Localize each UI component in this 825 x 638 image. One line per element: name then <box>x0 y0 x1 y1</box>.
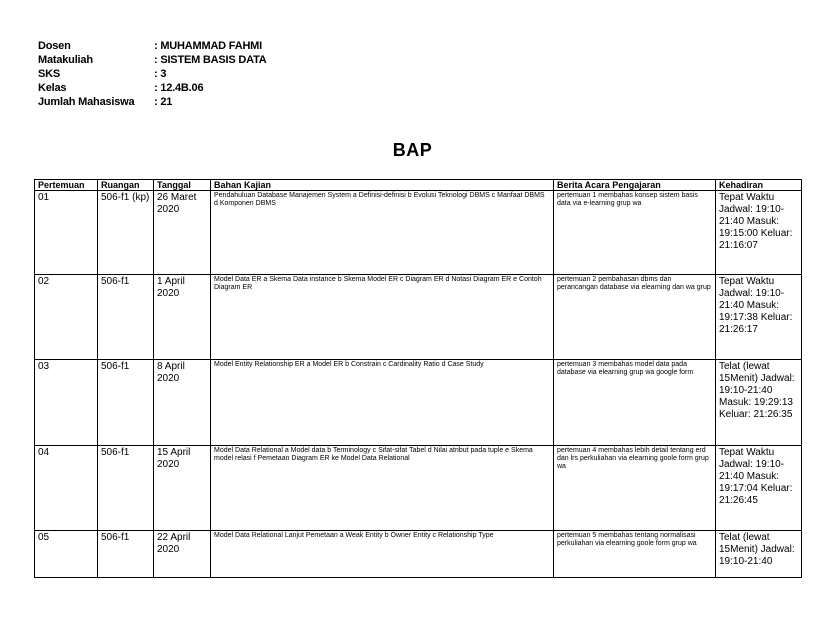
header-tanggal: Tanggal <box>154 180 211 191</box>
header-bahan-kajian: Bahan Kajian <box>211 180 554 191</box>
cell-pertemuan: 02 <box>35 275 98 360</box>
cell-berita-acara: pertemuan 5 membahas tentang normalisasi perkuliahan via elearning goole form grup wa <box>554 531 716 578</box>
info-row-kelas <box>38 81 267 95</box>
matakuliah-label: Matakuliah <box>38 54 93 66</box>
info-row-dosen <box>38 39 267 53</box>
kehadiran-text: Telat (lewat 15Menit) Jadwal: 19:10-21:40 <box>719 532 795 567</box>
matakuliah-value: : SISTEM BASIS DATA <box>154 54 267 66</box>
cell-berita-acara: pertemuan 1 membahas konsep sistem basis data via e-learning grup wa <box>554 191 716 275</box>
cell-pertemuan: 01 <box>35 191 98 275</box>
cell-kehadiran <box>716 275 802 360</box>
kehadiran-text: Tepat Waktu Jadwal: 19:10-21:40 Masuk: 19:17:38 Keluar: 21:26:17 <box>719 276 793 335</box>
page-title: BAP <box>392 140 433 160</box>
cell-bahan-kajian: Model Data Relational Lanjut Pemetaan a Weak Entity b Owner Entity c Relationship Type <box>211 531 554 578</box>
info-row-jumlah <box>38 95 267 109</box>
cell-bahan-kajian: Model Entity Relationship ER a Model ER b Constrain c Cardinality Ratio d Case Study <box>211 360 554 446</box>
cell-bahan-kajian: Model Data Relational a Model data b Terminology c Sifat-sifat Tabel d Nilai atribut pada tuple e Skema model relasi f Pemetaan Diagram ER ke Model Data Relational <box>211 446 554 531</box>
cell-pertemuan: 04 <box>35 446 98 531</box>
kelas-value: : 12.4B.06 <box>154 82 204 94</box>
table-row <box>35 191 802 275</box>
header-pertemuan: Pertemuan <box>35 180 98 191</box>
dosen-label: Dosen <box>38 40 71 52</box>
header-ruangan: Ruangan <box>98 180 154 191</box>
header-kehadiran: Kehadiran <box>716 180 802 191</box>
cell-ruangan: 506-f1 (kp) <box>98 191 154 275</box>
cell-tanggal: 26 Maret 2020 <box>154 191 211 275</box>
cell-ruangan: 506-f1 <box>98 531 154 578</box>
kehadiran-text: Tepat Waktu Jadwal: 19:10-21:40 Masuk: 19:15:00 Keluar: 21:16:07 <box>719 192 793 251</box>
table-header-row <box>35 180 802 191</box>
table-row <box>35 360 802 446</box>
jumlah-value: : 21 <box>154 96 173 108</box>
cell-berita-acara: pertemuan 3 membahas model data pada database via elearning grup wa google form <box>554 360 716 446</box>
cell-kehadiran <box>716 360 802 446</box>
cell-pertemuan: 05 <box>35 531 98 578</box>
course-info <box>38 39 267 109</box>
cell-berita-acara: pertemuan 4 membahas lebih detail tentang erd dan lrs perkuliahan via elearning goole form grup wa <box>554 446 716 531</box>
cell-ruangan: 506-f1 <box>98 275 154 360</box>
sks-value: : 3 <box>154 68 167 80</box>
cell-ruangan: 506-f1 <box>98 446 154 531</box>
cell-bahan-kajian: Pendahuluan Database Manajemen System a Definisi-definisi b Evolusi Teknologi DBMS c Manfaat DBMS d Komponen DBMS <box>211 191 554 275</box>
cell-tanggal: 1 April 2020 <box>154 275 211 360</box>
kehadiran-text: Tepat Waktu Jadwal: 19:10-21:40 Masuk: 19:17:04 Keluar: 21:26:45 <box>719 447 793 506</box>
info-row-sks <box>38 67 267 81</box>
sks-label: SKS <box>38 68 61 80</box>
cell-bahan-kajian: Model Data ER a Skema Data instance b Skema Model ER c Diagram ER d Notasi Diagram ER e Contoh Diagram ER <box>211 275 554 360</box>
cell-kehadiran <box>716 446 802 531</box>
cell-kehadiran <box>716 191 802 275</box>
table-row <box>35 531 802 578</box>
cell-kehadiran <box>716 531 802 578</box>
jumlah-label: Jumlah Mahasiswa <box>38 96 135 108</box>
cell-ruangan: 506-f1 <box>98 360 154 446</box>
cell-tanggal: 8 April 2020 <box>154 360 211 446</box>
cell-tanggal: 15 April 2020 <box>154 446 211 531</box>
cell-pertemuan: 03 <box>35 360 98 446</box>
kehadiran-text: Telat (lewat 15Menit) Jadwal: 19:10-21:40 Masuk: 19:29:13 Keluar: 21:26:35 <box>719 361 795 420</box>
cell-tanggal: 22 April 2020 <box>154 531 211 578</box>
dosen-value: : MUHAMMAD FAHMI <box>154 40 263 52</box>
header-berita-acara: Berita Acara Pengajaran <box>554 180 716 191</box>
info-row-matakuliah <box>38 53 267 67</box>
kelas-label: Kelas <box>38 82 67 94</box>
table-row <box>35 446 802 531</box>
bap-table <box>34 179 802 578</box>
cell-berita-acara: pertemuan 2 pembahasan dbms dan perancangan database via elearning dan wa grup <box>554 275 716 360</box>
table-row <box>35 275 802 360</box>
